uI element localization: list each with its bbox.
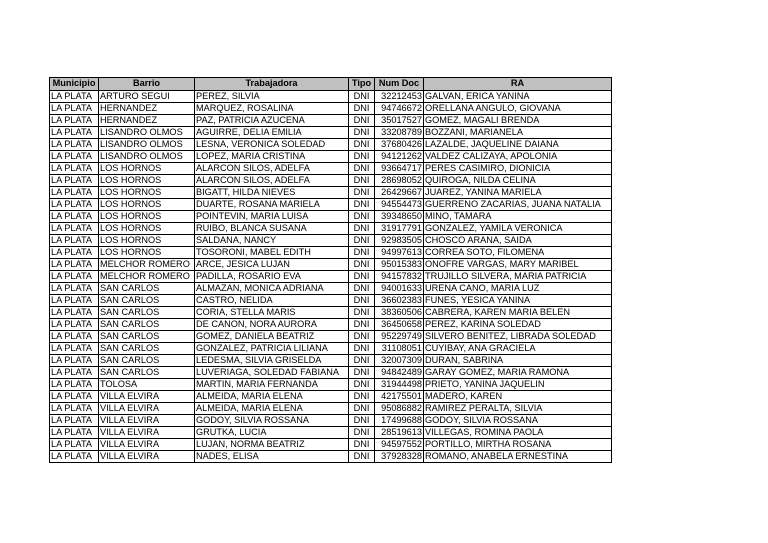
cell-municipio: LA PLATA	[50, 450, 99, 462]
cell-tipo: DNI	[349, 126, 375, 138]
cell-num-doc: 32212453	[375, 90, 424, 102]
cell-ra: RAMIREZ PERALTA, SILVIA	[424, 402, 612, 414]
cell-num-doc: 94842489	[375, 366, 424, 378]
cell-municipio: LA PLATA	[50, 198, 99, 210]
cell-tipo: DNI	[349, 90, 375, 102]
cell-barrio: LOS HORNOS	[99, 174, 195, 186]
table-row	[50, 210, 612, 222]
table-row	[50, 138, 612, 150]
cell-barrio: VILLA ELVIRA	[99, 390, 195, 402]
table-row	[50, 258, 612, 270]
cell-tipo: DNI	[349, 354, 375, 366]
cell-municipio: LA PLATA	[50, 150, 99, 162]
cell-barrio: LOS HORNOS	[99, 186, 195, 198]
cell-municipio: LA PLATA	[50, 354, 99, 366]
cell-municipio: LA PLATA	[50, 114, 99, 126]
cell-tipo: DNI	[349, 366, 375, 378]
cell-tipo: DNI	[349, 234, 375, 246]
cell-num-doc: 31917791	[375, 222, 424, 234]
cell-ra: URENA CANO, MARIA LUZ	[424, 282, 612, 294]
table-row	[50, 426, 612, 438]
cell-num-doc: 38360506	[375, 306, 424, 318]
cell-municipio: LA PLATA	[50, 126, 99, 138]
table-row	[50, 126, 612, 138]
cell-municipio: LA PLATA	[50, 162, 99, 174]
cell-municipio: LA PLATA	[50, 270, 99, 282]
cell-tipo: DNI	[349, 258, 375, 270]
cell-ra: PERES CASIMIRO, DIONICIA	[424, 162, 612, 174]
table-row	[50, 198, 612, 210]
cell-barrio: SAN CARLOS	[99, 354, 195, 366]
cell-tipo: DNI	[349, 114, 375, 126]
cell-municipio: LA PLATA	[50, 138, 99, 150]
cell-trabajadora: LUVERIAGA, SOLEDAD FABIANA	[195, 366, 349, 378]
table-row	[50, 354, 612, 366]
cell-municipio: LA PLATA	[50, 378, 99, 390]
cell-municipio: LA PLATA	[50, 402, 99, 414]
cell-num-doc: 94121262	[375, 150, 424, 162]
table-row	[50, 390, 612, 402]
cell-num-doc: 94554473	[375, 198, 424, 210]
cell-municipio: LA PLATA	[50, 366, 99, 378]
table-body	[50, 90, 612, 462]
cell-barrio: VILLA ELVIRA	[99, 450, 195, 462]
cell-tipo: DNI	[349, 438, 375, 450]
cell-num-doc: 94597552	[375, 438, 424, 450]
table-row	[50, 162, 612, 174]
cell-num-doc: 28698052	[375, 174, 424, 186]
cell-tipo: DNI	[349, 198, 375, 210]
cell-tipo: DNI	[349, 102, 375, 114]
cell-barrio: LOS HORNOS	[99, 198, 195, 210]
cell-ra: LAZALDE, JAQUELINE DAIANA	[424, 138, 612, 150]
spreadsheet-table	[49, 77, 612, 463]
cell-barrio: TOLOSA	[99, 378, 195, 390]
cell-ra: GUERRENO ZACARIAS, JUANA NATALIA	[424, 198, 612, 210]
cell-trabajadora: SALDANA, NANCY	[195, 234, 349, 246]
cell-num-doc: 26429667	[375, 186, 424, 198]
cell-trabajadora: RUIBO, BLANCA SUSANA	[195, 222, 349, 234]
cell-ra: ORELLANA ANGULO, GIOVANA	[424, 102, 612, 114]
cell-ra: GALVAN, ERICA YANINA	[424, 90, 612, 102]
cell-tipo: DNI	[349, 210, 375, 222]
cell-trabajadora: POINTEVIN, MARIA LUISA	[195, 210, 349, 222]
table-row	[50, 282, 612, 294]
cell-num-doc: 94157832	[375, 270, 424, 282]
cell-barrio: LISANDRO OLMOS	[99, 150, 195, 162]
table-row	[50, 402, 612, 414]
cell-tipo: DNI	[349, 174, 375, 186]
cell-trabajadora: DE CANON, NORA AURORA	[195, 318, 349, 330]
table-row	[50, 438, 612, 450]
cell-ra: PORTILLO, MIRTHA ROSANA	[424, 438, 612, 450]
cell-trabajadora: DUARTE, ROSANA MARIELA	[195, 198, 349, 210]
cell-municipio: LA PLATA	[50, 414, 99, 426]
cell-ra: TRUJILLO SILVERA, MARIA PATRICIA	[424, 270, 612, 282]
cell-ra: GOMEZ, MAGALI BRENDA	[424, 114, 612, 126]
cell-municipio: LA PLATA	[50, 330, 99, 342]
cell-num-doc: 37680426	[375, 138, 424, 150]
header-num-doc: Num Doc	[375, 78, 424, 91]
cell-barrio: SAN CARLOS	[99, 330, 195, 342]
cell-municipio: LA PLATA	[50, 174, 99, 186]
cell-ra: ONOFRE VARGAS, MARY MARIBEL	[424, 258, 612, 270]
cell-tipo: DNI	[349, 402, 375, 414]
header-row	[50, 78, 612, 91]
table-row	[50, 90, 612, 102]
cell-barrio: LOS HORNOS	[99, 234, 195, 246]
cell-barrio: HERNANDEZ	[99, 114, 195, 126]
cell-num-doc: 36602383	[375, 294, 424, 306]
cell-trabajadora: ALARCON SILOS, ADELFA	[195, 174, 349, 186]
cell-ra: BOZZANI, MARIANELA	[424, 126, 612, 138]
cell-num-doc: 17499688	[375, 414, 424, 426]
cell-tipo: DNI	[349, 138, 375, 150]
cell-ra: ROMANO, ANABELA ERNESTINA	[424, 450, 612, 462]
table-row	[50, 234, 612, 246]
cell-municipio: LA PLATA	[50, 234, 99, 246]
table-row	[50, 174, 612, 186]
table-row	[50, 114, 612, 126]
cell-ra: GARAY GOMEZ, MARIA RAMONA	[424, 366, 612, 378]
cell-ra: GODOY, SILVIA ROSSANA	[424, 414, 612, 426]
cell-trabajadora: ALARCON SILOS, ADELFA	[195, 162, 349, 174]
cell-trabajadora: PAZ, PATRICIA AZUCENA	[195, 114, 349, 126]
header-tipo: Tipo	[349, 78, 375, 91]
cell-tipo: DNI	[349, 150, 375, 162]
cell-ra: FUNES, YESICA YANINA	[424, 294, 612, 306]
cell-municipio: LA PLATA	[50, 210, 99, 222]
cell-num-doc: 33208789	[375, 126, 424, 138]
cell-trabajadora: PADILLA, ROSARIO EVA	[195, 270, 349, 282]
cell-trabajadora: LUJAN, NORMA BEATRIZ	[195, 438, 349, 450]
cell-tipo: DNI	[349, 426, 375, 438]
cell-num-doc: 37928328	[375, 450, 424, 462]
cell-ra: VILLEGAS, ROMINA PAOLA	[424, 426, 612, 438]
cell-municipio: LA PLATA	[50, 306, 99, 318]
table-row	[50, 102, 612, 114]
cell-trabajadora: CORIA, STELLA MARIS	[195, 306, 349, 318]
cell-tipo: DNI	[349, 282, 375, 294]
cell-num-doc: 94001633	[375, 282, 424, 294]
header-ra: RA	[424, 78, 612, 91]
table-row	[50, 378, 612, 390]
cell-ra: CUYIBAY, ANA GRACIELA	[424, 342, 612, 354]
cell-barrio: LOS HORNOS	[99, 210, 195, 222]
cell-barrio: MELCHOR ROMERO	[99, 270, 195, 282]
cell-barrio: SAN CARLOS	[99, 342, 195, 354]
cell-municipio: LA PLATA	[50, 390, 99, 402]
cell-tipo: DNI	[349, 222, 375, 234]
cell-trabajadora: GRUTKA, LUCIA	[195, 426, 349, 438]
cell-ra: CORREA SOTO, FILOMENA	[424, 246, 612, 258]
cell-barrio: ARTURO SEGUI	[99, 90, 195, 102]
table-row	[50, 366, 612, 378]
cell-tipo: DNI	[349, 378, 375, 390]
cell-ra: SILVERO BENITEZ, LIBRADA SOLEDAD	[424, 330, 612, 342]
header-municipio: Municipio	[50, 78, 99, 91]
cell-trabajadora: GONZALEZ, PATRICIA LILIANA	[195, 342, 349, 354]
cell-tipo: DNI	[349, 162, 375, 174]
cell-barrio: SAN CARLOS	[99, 318, 195, 330]
header-trabajadora: Trabajadora	[195, 78, 349, 91]
cell-num-doc: 95086882	[375, 402, 424, 414]
table-row	[50, 342, 612, 354]
cell-barrio: VILLA ELVIRA	[99, 402, 195, 414]
cell-ra: GONZALEZ, YAMILA VERONICA	[424, 222, 612, 234]
cell-municipio: LA PLATA	[50, 90, 99, 102]
cell-municipio: LA PLATA	[50, 186, 99, 198]
table-row	[50, 246, 612, 258]
cell-tipo: DNI	[349, 246, 375, 258]
cell-barrio: VILLA ELVIRA	[99, 426, 195, 438]
cell-ra: CHOSCO ARANA, SAIDA	[424, 234, 612, 246]
cell-municipio: LA PLATA	[50, 294, 99, 306]
cell-ra: DURAN, SABRINA	[424, 354, 612, 366]
cell-municipio: LA PLATA	[50, 222, 99, 234]
table-row	[50, 330, 612, 342]
table-row	[50, 450, 612, 462]
header-barrio: Barrio	[99, 78, 195, 91]
cell-trabajadora: NADES, ELISA	[195, 450, 349, 462]
cell-tipo: DNI	[349, 306, 375, 318]
cell-trabajadora: AGUIRRE, DELIA EMILIA	[195, 126, 349, 138]
cell-tipo: DNI	[349, 450, 375, 462]
cell-ra: VALDEZ CALIZAYA, APOLONIA	[424, 150, 612, 162]
cell-num-doc: 42175501	[375, 390, 424, 402]
cell-trabajadora: ALMEIDA, MARIA ELENA	[195, 402, 349, 414]
cell-barrio: SAN CARLOS	[99, 282, 195, 294]
cell-num-doc: 93664717	[375, 162, 424, 174]
cell-barrio: LISANDRO OLMOS	[99, 126, 195, 138]
cell-tipo: DNI	[349, 294, 375, 306]
cell-ra: MADERO, KAREN	[424, 390, 612, 402]
cell-trabajadora: LEDESMA, SILVIA GRISELDA	[195, 354, 349, 366]
cell-tipo: DNI	[349, 390, 375, 402]
cell-trabajadora: ALMEIDA, MARIA ELENA	[195, 390, 349, 402]
table-header	[50, 78, 612, 91]
cell-barrio: MELCHOR ROMERO	[99, 258, 195, 270]
cell-trabajadora: CASTRO, NELIDA	[195, 294, 349, 306]
cell-num-doc: 94746672	[375, 102, 424, 114]
cell-num-doc: 36450658	[375, 318, 424, 330]
cell-municipio: LA PLATA	[50, 102, 99, 114]
cell-barrio: SAN CARLOS	[99, 306, 195, 318]
cell-num-doc: 92983505	[375, 234, 424, 246]
cell-trabajadora: BIGATT, HILDA NIEVES	[195, 186, 349, 198]
cell-trabajadora: ARCE, JESICA LUJAN	[195, 258, 349, 270]
cell-num-doc: 28519613	[375, 426, 424, 438]
cell-municipio: LA PLATA	[50, 438, 99, 450]
cell-barrio: LOS HORNOS	[99, 246, 195, 258]
cell-tipo: DNI	[349, 270, 375, 282]
table-row	[50, 186, 612, 198]
cell-num-doc: 95015383	[375, 258, 424, 270]
table-row	[50, 318, 612, 330]
cell-municipio: LA PLATA	[50, 426, 99, 438]
table-row	[50, 270, 612, 282]
cell-tipo: DNI	[349, 342, 375, 354]
cell-barrio: HERNANDEZ	[99, 102, 195, 114]
cell-trabajadora: LESNA, VERONICA SOLEDAD	[195, 138, 349, 150]
cell-tipo: DNI	[349, 330, 375, 342]
cell-num-doc: 94997613	[375, 246, 424, 258]
cell-tipo: DNI	[349, 318, 375, 330]
cell-ra: CABRERA, KAREN MARIA BELEN	[424, 306, 612, 318]
cell-trabajadora: GOMEZ, DANIELA BEATRIZ	[195, 330, 349, 342]
cell-municipio: LA PLATA	[50, 318, 99, 330]
cell-municipio: LA PLATA	[50, 258, 99, 270]
cell-barrio: LISANDRO OLMOS	[99, 138, 195, 150]
cell-barrio: SAN CARLOS	[99, 294, 195, 306]
cell-barrio: LOS HORNOS	[99, 162, 195, 174]
cell-trabajadora: LOPEZ, MARIA CRISTINA	[195, 150, 349, 162]
cell-trabajadora: MARTIN, MARIA FERNANDA	[195, 378, 349, 390]
cell-trabajadora: GODOY, SILVIA ROSSANA	[195, 414, 349, 426]
cell-ra: PEREZ, KARINA SOLEDAD	[424, 318, 612, 330]
cell-municipio: LA PLATA	[50, 246, 99, 258]
cell-num-doc: 95229749	[375, 330, 424, 342]
cell-num-doc: 31944498	[375, 378, 424, 390]
cell-tipo: DNI	[349, 414, 375, 426]
cell-ra: MINO, TAMARA	[424, 210, 612, 222]
cell-trabajadora: PEREZ, SILVIA	[195, 90, 349, 102]
cell-ra: JUAREZ, YANINA MARIELA	[424, 186, 612, 198]
cell-trabajadora: ALMAZAN, MONICA ADRIANA	[195, 282, 349, 294]
cell-barrio: SAN CARLOS	[99, 366, 195, 378]
table-row	[50, 222, 612, 234]
table-row	[50, 150, 612, 162]
cell-municipio: LA PLATA	[50, 342, 99, 354]
cell-municipio: LA PLATA	[50, 282, 99, 294]
table-row	[50, 306, 612, 318]
cell-barrio: VILLA ELVIRA	[99, 414, 195, 426]
cell-ra: PRIETO, YANINA JAQUELIN	[424, 378, 612, 390]
cell-num-doc: 32007309	[375, 354, 424, 366]
cell-ra: QUIROGA, NILDA CELINA	[424, 174, 612, 186]
table-row	[50, 414, 612, 426]
cell-barrio: LOS HORNOS	[99, 222, 195, 234]
cell-trabajadora: TOSORONI, MABEL EDITH	[195, 246, 349, 258]
cell-trabajadora: MARQUEZ, ROSALINA	[195, 102, 349, 114]
cell-num-doc: 35017527	[375, 114, 424, 126]
cell-barrio: VILLA ELVIRA	[99, 438, 195, 450]
table-row	[50, 294, 612, 306]
cell-num-doc: 39348650	[375, 210, 424, 222]
cell-num-doc: 31108051	[375, 342, 424, 354]
cell-tipo: DNI	[349, 186, 375, 198]
